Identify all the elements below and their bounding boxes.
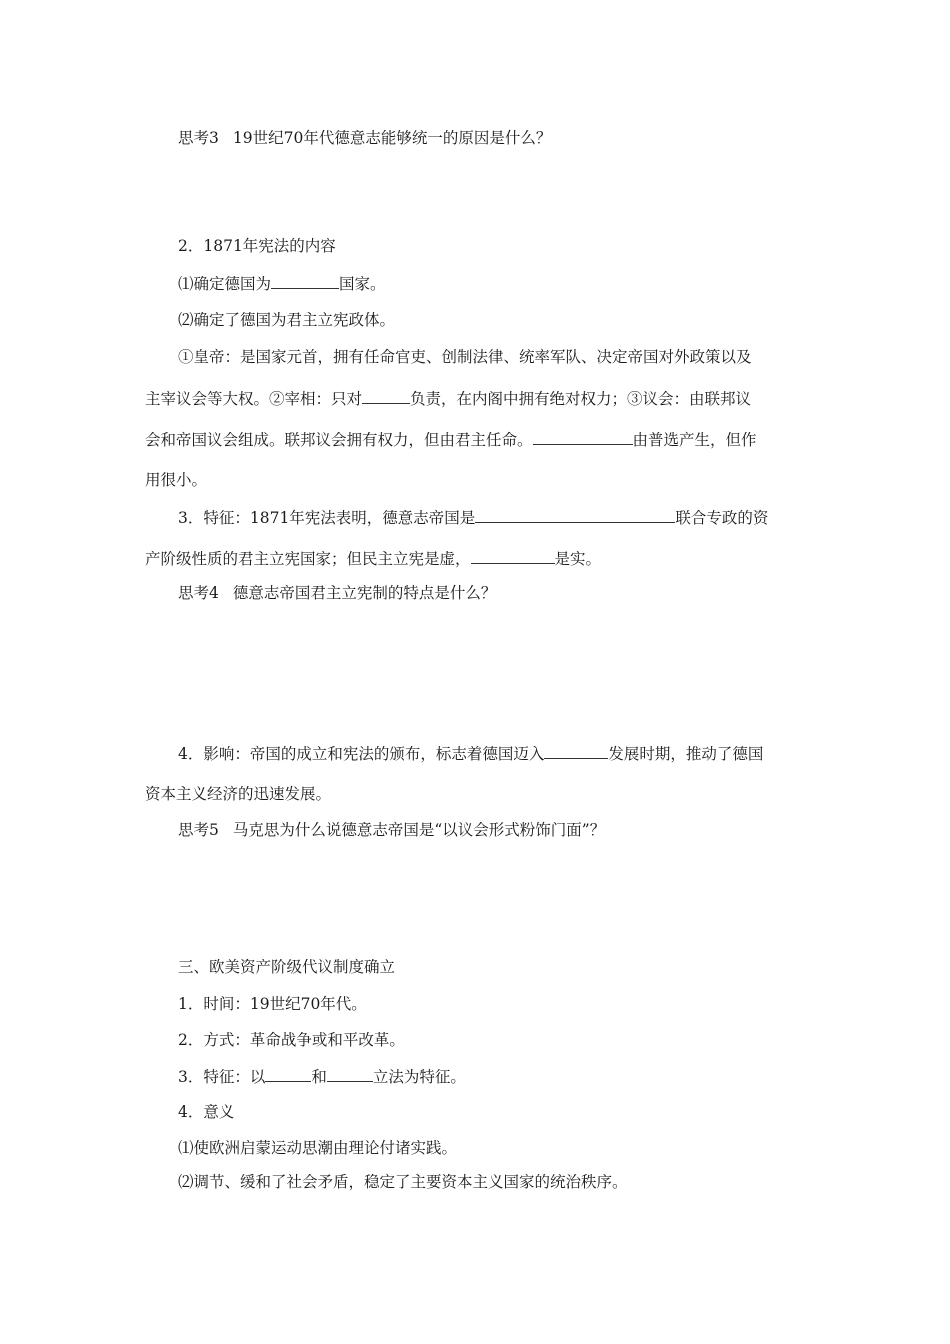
paragraph-line: ①皇帝：是国家元首，拥有任命官吏、创制法律、统率军队、决定帝国对外政策以及 (178, 348, 752, 366)
list-item: 2．方式：革命战争或和平改革。 (178, 1031, 405, 1049)
list-item: ⑵确定了德国为君主立宪政体。 (178, 311, 396, 329)
list-item: ⑴使欧洲启蒙运动思潮由理论付诸实践。 (178, 1139, 458, 1157)
question-5 (178, 820, 605, 840)
question-text: 德意志帝国君主立宪制的特点是什么？ (232, 584, 497, 602)
list-item: 4．意义 (178, 1103, 235, 1121)
fill-blank (533, 429, 633, 445)
paragraph-line: 3．特征：1871年宪法表明，德意志帝国是 联合专政的资 (178, 509, 769, 527)
fill-blank (471, 548, 555, 564)
section-heading: 2．1871年宪法的内容 (178, 237, 336, 255)
paragraph-line: 会和帝国议会组成。联邦议会拥有权力，但由君主任命。 由普选产生，但作 (145, 431, 757, 449)
list-item: 1．时间：19世纪70年代。 (178, 995, 367, 1013)
fill-blank (475, 507, 675, 523)
list-item: ⑴确定德国为 国家。 (178, 275, 386, 293)
fill-blank (327, 1066, 373, 1082)
question-text: 马克思为什么说德意志帝国是“以议会形式粉饰门面”？ (232, 821, 606, 839)
question-4 (178, 583, 496, 603)
question-label: 思考5 (178, 821, 219, 839)
fill-blank (271, 273, 339, 289)
question-text: 19世纪70年代德意志能够统一的原因是什么？ (232, 129, 552, 147)
section-heading: 三、欧美资产阶级代议制度确立 (178, 958, 396, 976)
list-item: ⑵调节、缓和了社会矛盾，稳定了主要资本主义国家的统治秩序。 (178, 1173, 628, 1191)
list-item: 3．特征：以 和 立法为特征。 (178, 1068, 466, 1086)
question-3 (178, 128, 551, 148)
fill-blank (544, 743, 608, 759)
question-label: 思考3 (178, 129, 219, 147)
paragraph-line: 产阶级性质的君主立宪国家；但民主立宪是虚， 是实。 (145, 550, 602, 568)
paragraph-line: 用很小。 (145, 471, 208, 489)
fill-blank (265, 1066, 311, 1082)
paragraph-line: 4．影响：帝国的成立和宪法的颁布，标志着德国迈入 发展时期，推动了德国 (178, 745, 764, 763)
fill-blank (362, 388, 410, 404)
paragraph-line: 资本主义经济的迅速发展。 (145, 785, 332, 803)
question-label: 思考4 (178, 584, 219, 602)
paragraph-line: 主宰议会等大权。②宰相：只对 负责，在内阁中拥有绝对权力；③议会：由联邦议 (145, 390, 752, 408)
